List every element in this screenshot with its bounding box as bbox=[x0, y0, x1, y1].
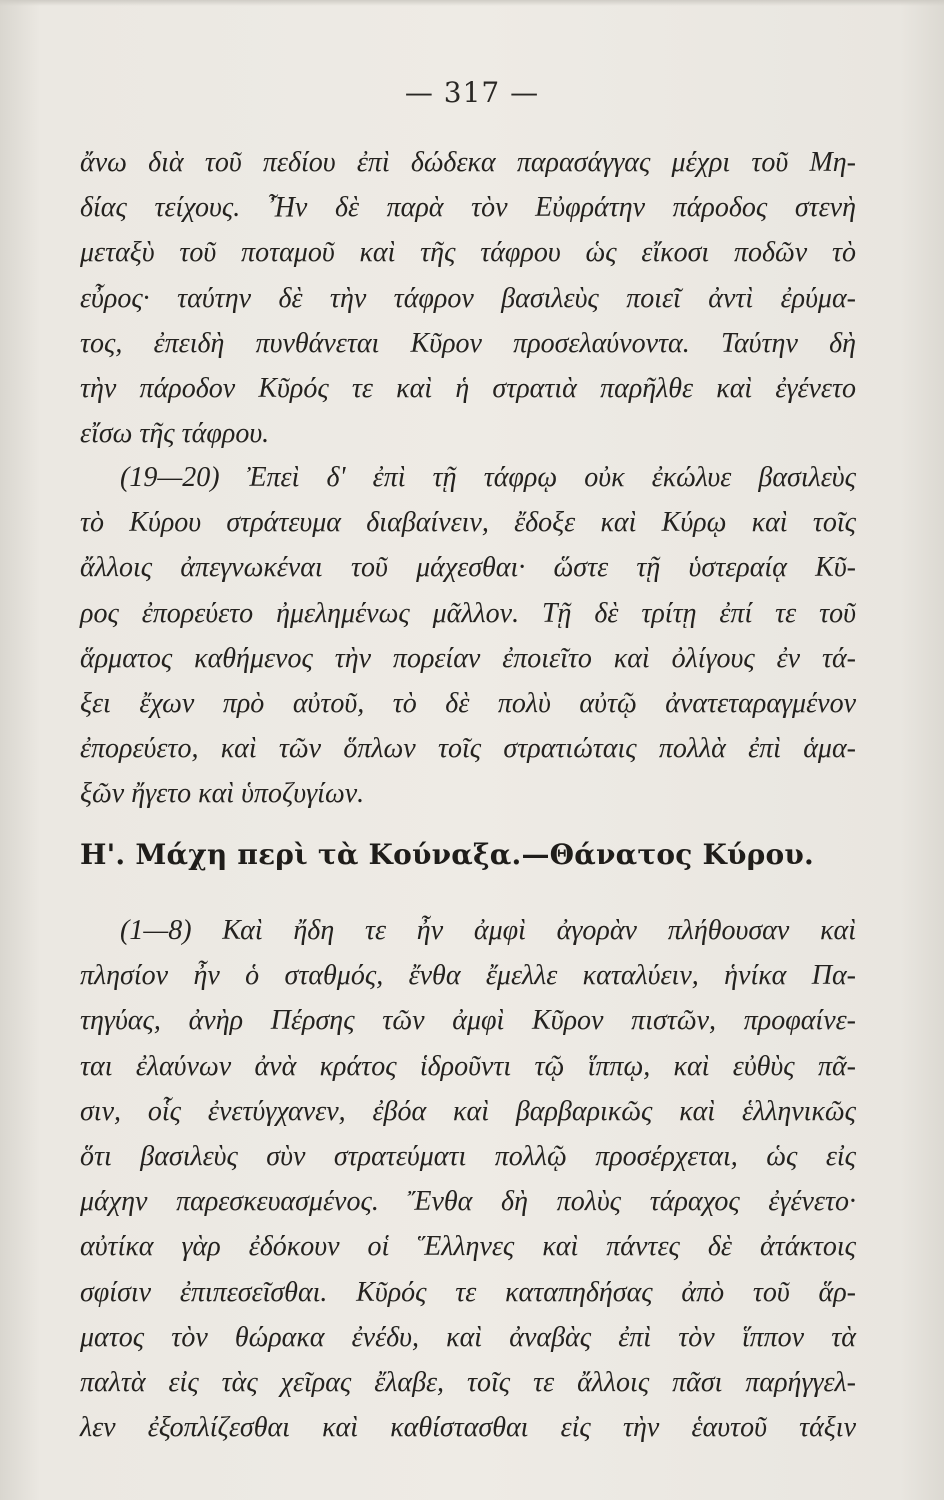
text-line: σφίσιν ἐπιπεσεῖσθαι. Κῦρός τε καταπηδήσας ἀπὸ τοῦ ἅρ- bbox=[80, 1276, 856, 1308]
text-line: αὐτίκα γὰρ ἐδόκουν οἱ Ἕλληνες καὶ πάντες δὲ ἀτάκτοις bbox=[80, 1231, 856, 1263]
text-line: ρος ἐπορεύετο ἠμελημένως μᾶλλον. Τῇ δὲ τρίτῃ ἐπί τε τοῦ bbox=[80, 597, 856, 629]
paragraph-1 bbox=[80, 140, 856, 456]
text-line: λεν ἐξοπλίζεσθαι καὶ καθίστασθαι εἰς τὴν ἑαυτοῦ τάξιν bbox=[80, 1412, 856, 1444]
text-line: εἴσω τῆς τάφρου. bbox=[80, 418, 270, 450]
text-line: ἐπορεύετο, καὶ τῶν ὅπλων τοῖς στρατιώταις πολλὰ ἐπὶ ἁμα- bbox=[80, 733, 856, 765]
text-line: παλτὰ εἰς τὰς χεῖρας ἔλαβε, τοῖς τε ἄλλοις πᾶσι παρήγγελ- bbox=[80, 1366, 856, 1398]
text-line: εὖρος· ταύτην δὲ τὴν τάφρον βασιλεὺς ποιεῖ ἀντὶ ἐρύμα- bbox=[80, 282, 856, 314]
text-line: μάχην παρεσκευασμένος. Ἔνθα δὴ πολὺς τάραχος ἐγένετο· bbox=[80, 1186, 856, 1218]
text-line: τὴν πάροδον Κῦρός τε καὶ ἡ στρατιὰ παρῆλθε καὶ ἐγένετο bbox=[80, 372, 856, 404]
text-line: ἄλλοις ἀπεγνωκέναι τοῦ μάχεσθαι· ὥστε τῇ ὑστεραίᾳ Κῦ- bbox=[80, 552, 856, 584]
text-line: ται ἐλαύνων ἀνὰ κράτος ἱδροῦντι τῷ ἵππῳ, καὶ εὐθὺς πᾶ- bbox=[80, 1050, 856, 1082]
text-line: δίας τείχους. Ἦν δὲ παρὰ τὸν Εὐφράτην πάροδος στενὴ bbox=[80, 192, 856, 224]
text-line: πλησίον ἦν ὁ σταθμός, ἔνθα ἔμελλε καταλύειν, ἡνίκα Πα- bbox=[80, 960, 856, 992]
text-line: (19—20) Ἐπεὶ δ' ἐπὶ τῇ τάφρῳ οὐκ ἐκώλυε βασιλεὺς bbox=[120, 462, 856, 493]
section-heading: Η'. Μάχη περὶ τὰ Κούναξα.—Θάνατος Κύρου. bbox=[80, 838, 814, 871]
text-line: ἅρματος καθήμενος τὴν πορείαν ἐποιεῖτο καὶ ὀλίγους ἐν τά- bbox=[80, 642, 856, 674]
page-number: — 317 — bbox=[404, 76, 540, 109]
paragraph-3 bbox=[80, 908, 856, 1450]
text-line: τὸ Κύρου στράτευμα διαβαίνειν, ἔδοξε καὶ Κύρῳ καὶ τοῖς bbox=[80, 507, 856, 539]
text-line: ἄνω διὰ τοῦ πεδίου ἐπὶ δώδεκα παρασάγγας μέχρι τοῦ Μη- bbox=[80, 147, 856, 178]
text-line: τος, ἐπειδὴ πυνθάνεται Κῦρον προσελαύνοντα. Ταύτην δὴ bbox=[80, 327, 856, 359]
text-line: (1—8) Καὶ ἤδη τε ἦν ἀμφὶ ἀγορὰν πλήθουσαν καὶ bbox=[120, 915, 856, 946]
page-top-edge bbox=[0, 0, 944, 6]
paragraph-2 bbox=[80, 455, 856, 817]
text-line: ξει ἔχων πρὸ αὐτοῦ, τὸ δὲ πολὺ αὐτῷ ἀνατεταραγμένον bbox=[80, 687, 856, 719]
text-line: ματος τὸν θώρακα ἐνέδυ, καὶ ἀναβὰς ἐπὶ τὸν ἵππον τὰ bbox=[80, 1321, 856, 1353]
text-line: τηγύας, ἀνὴρ Πέρσης τῶν ἀμφὶ Κῦρον πιστῶν, προφαίνε- bbox=[80, 1005, 856, 1037]
text-line: ὅτι βασιλεὺς σὺν στρατεύματι πολλῷ προσέρχεται, ὡς εἰς bbox=[80, 1140, 856, 1172]
text-line: σιν, οἷς ἐνετύγχανεν, ἐβόα καὶ βαρβαρικῶς καὶ ἑλληνικῶς bbox=[80, 1095, 856, 1127]
text-line: ξῶν ἤγετο καὶ ὑποζυγίων. bbox=[80, 778, 365, 810]
text-line: μεταξὺ τοῦ ποταμοῦ καὶ τῆς τάφρου ὡς εἴκοσι ποδῶν τὸ bbox=[80, 237, 856, 269]
